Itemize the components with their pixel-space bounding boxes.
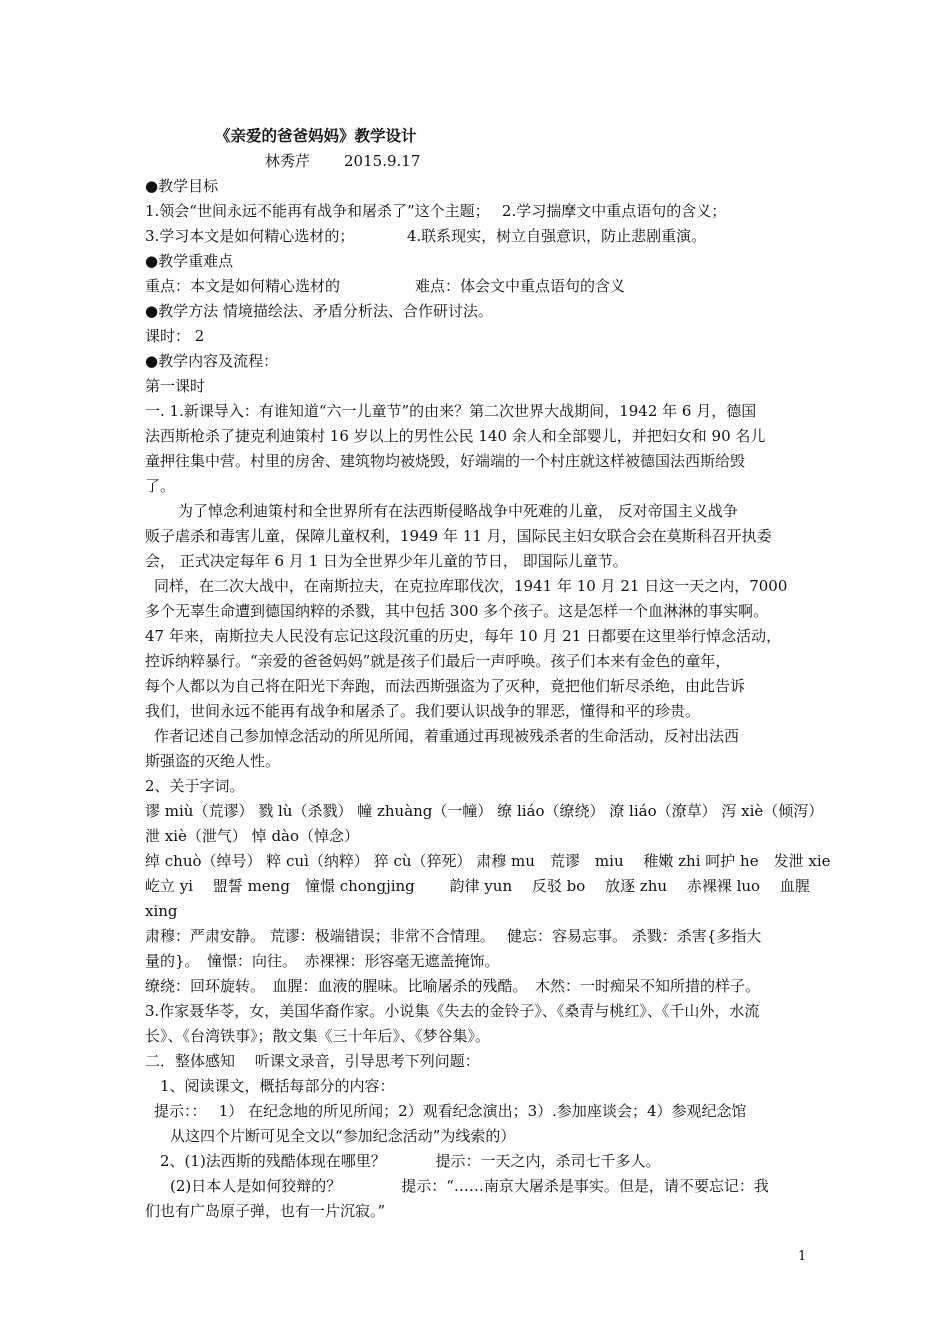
text-line: 3.作家聂华苓，女，美国华裔作家。小说集《失去的金铃子》、《桑青与桃红》、《千山外，水流 [145,1002,760,1020]
text-line: 一. 1.新课导入：有谁知道“六一儿童节”的由来？第二次世界大战期间，1942 年 6 月，德国 [145,402,757,420]
text-line: 每个人都以为自己将在阳光下奔跑，而法西斯强盗为了灭种，竟把他们斩尽杀绝，由此告诉 [145,677,746,695]
vocab-line: xing [145,902,178,920]
question-line: (2)日本人是如何狡辩的？ 提示：“……南京大屠杀是事实。但是，请不要忘记：我 [170,1177,769,1195]
text-line: 童押往集中营。村里的房舍、建筑物均被烧毁，好端端的一个村庄就这样被德国法西斯给毁 [145,452,746,470]
text-line: 3.学习本文是如何精心选材的； 4.联系现实，树立自强意识，防止悲剧重演。 [145,227,707,245]
text-line: 会， 正式决定每年 6 月 1 日为全世界少年儿童的节日， 即国际儿童节。 [145,552,628,570]
vocab-line: 绰 chuò（绰号） 粹 cuì（纳粹） 猝 cù（猝死） 肃穆 mu 荒谬 miu 稚嫩 zhi 呵护 he 发泄 xie [145,852,831,870]
text-line: 控诉纳粹暴行。“亲爱的爸爸妈妈”就是孩子们最后一声呼唤。孩子们本来有金色的童年， [145,652,731,670]
vocab-line: 屹立 yi 盟誓 meng 憧憬 chongjing 韵律 yun 反驳 bo 放逐 zhu 赤裸裸 luo 血腥 [145,877,810,895]
text-line: 为了悼念利迪策村和全世界所有在法西斯侵略战争中死难的儿童， 反对帝国主义战争 [178,502,738,520]
question-line: 1、阅读课文，概括每部分的内容： [160,1077,395,1095]
section-heading-content: ●教学内容及流程： [145,352,279,370]
text-line: 重点：本文是如何精心选材的 难点：体会文中重点语句的含义 [145,277,626,295]
hint-line: 从这四个片断可见全文以“参加纪念活动”为线索的） [170,1127,516,1145]
text-line: 课时： 2 [145,327,205,345]
author-name: 林秀芹 [265,152,311,170]
text-line: 1.领会“世间永远不能再有战争和屠杀了”这个主题； 2.学习揣摩文中重点语句的含义； [145,202,727,220]
text-line: 斯强盗的灭绝人性。 [145,752,281,770]
vocab-line: 泄 xiè（泄气） 悼 dào（悼念） [145,827,360,845]
text-line: 二．整体感知 听课文录音，引导思考下列问题： [145,1052,480,1070]
page-number: 1 [798,1249,807,1264]
document-title: 《亲爱的爸爸妈妈》教学设计 [215,126,417,145]
text-line: 第一课时 [145,377,206,395]
section-heading-methods: ●教学方法 情境描绘法、矛盾分析法、合作研讨法。 [145,302,493,320]
author-line [265,149,935,173]
text-line: 同样，在二次大战中，在南斯拉夫，在克拉库耶伐次，1941 年 10 月 21 日这一天之内，7000 [154,577,788,595]
text-line: 贩子虐杀和毒害儿童，保障儿童权利，1949 年 11 月，国际民主妇女联合会在莫斯科召开执委 [145,527,772,545]
text-line: 作者记述自己参加悼念活动的所见所闻，着重通过再现被残杀者的生命活动，反衬出法西 [154,727,740,745]
question-line: 2、(1)法西斯的残酷体现在哪里？ 提示：一天之内，杀司七千多人。 [160,1152,661,1170]
definition-line: 缭绕：回环旋转。 血腥：血液的腥味。比喻屠杀的残酷。 木然：一时痴呆不知所措的样子。 [145,977,761,995]
hint-line: 提示：： 1） 在纪念地的所见所闻；2）观看纪念演出；3）.参加座谈会；4）参观纪念馆 [154,1102,747,1120]
document-date: 2015.9.17 [344,152,421,170]
text-line: 长》、《台湾铁事》；散文集《三十年后》、《梦谷集》。 [145,1027,491,1045]
vocab-line: 谬 miù（荒谬） 戮 lù（杀戮） 幢 zhuàng（一幢） 缭 liáo（缭绕） 潦 liáo（潦草） 泻 xiè（倾泻） [145,802,824,820]
text-line: 法西斯枪杀了捷克利迪策村 16 岁以上的男性公民 140 余人和全部婴儿，并把妇女和 90 名儿 [145,427,766,445]
text-line: 多个无辜生命遭到德国纳粹的杀戮，其中包括 300 多个孩子。这是怎样一个血淋淋的事实啊。 [145,602,769,620]
section-heading-key-points: ●教学重难点 [145,252,234,270]
definition-line: 肃穆：严肃安静。 荒谬：极端错误；非常不合情理。 健忘：容易忘事。 杀戮：杀害{多指大 [145,927,762,945]
text-line: 了。 [145,477,176,495]
text-line: 47 年来，南斯拉夫人民没有忘记这段沉重的历史，每年 10 月 21 日都要在这里举行悼念活动， [145,627,782,645]
section-heading-objectives: ●教学目标 [145,177,219,195]
text-line: 2、关于字词。 [145,777,245,795]
hint-line: 们也有广岛原子弹，也有一片沉寂。” [145,1202,386,1220]
definition-line: 量的}。 憧憬：向往。 赤裸裸：形容毫无遮盖掩饰。 [145,952,500,970]
text-line: 我们，世间永远不能再有战争和屠杀了。我们要认识战争的罪恶，懂得和平的珍贵。 [145,702,701,720]
